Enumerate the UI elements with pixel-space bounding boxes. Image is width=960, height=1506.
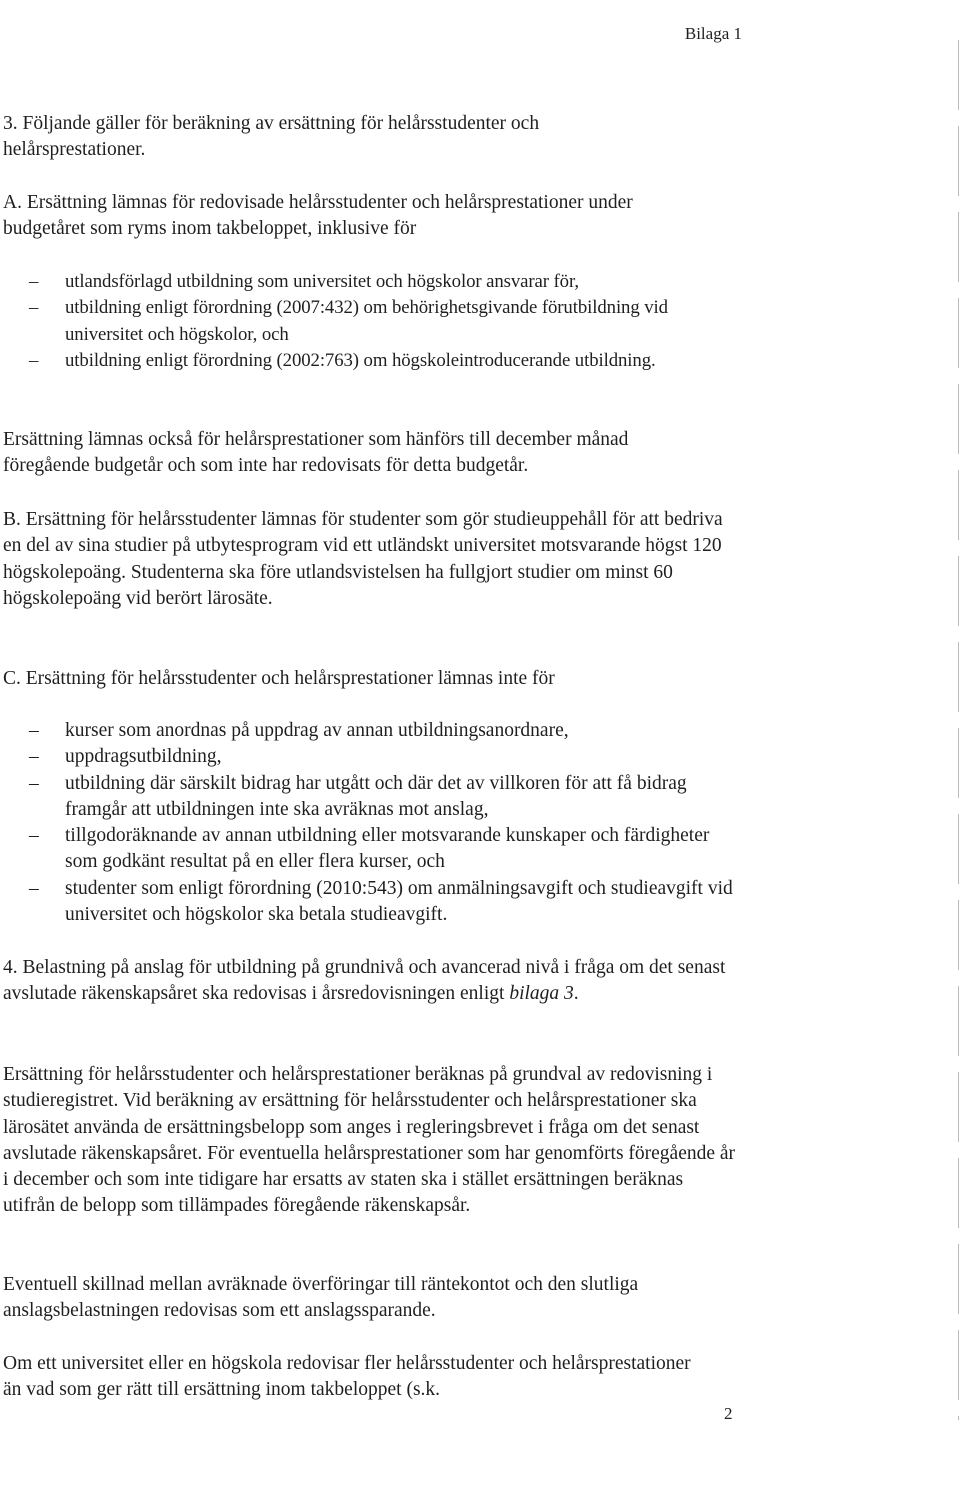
section-4-text: 4. Belastning på anslag för utbildning på grundnivå och avancerad nivå i fråga om det senast avslutade räkenskapsåret ska redovisas i årsredovisningen enligt <box>3 957 726 1005</box>
difference-paragraph: Eventuell skillnad mellan avräknade överföringar till räntekontot och den slutliga anslagsbelastningen redovisas som ett anslagssparande. <box>3 1274 639 1322</box>
appendix-reference: bilaga 3 <box>509 983 574 1005</box>
list-item: – kurser som anordnas på uppdrag av annan utbildningsanordnare, <box>3 718 743 744</box>
part-a-list <box>3 269 723 374</box>
part-a-note: Ersättning lämnas också för helårsprestationer som hänförs till december månad föregående budgetår och som inte har redovisats för detta budgetår. <box>3 429 629 477</box>
compensation-paragraph: Ersättning för helårsstudenter och helårsprestationer beräknas på grundval av redovisning i studieregistret. Vid beräkning av ersättning för helårsstudenter och helårsprestationer ska lärosätet använda de ersättningsbelopp som anges i regleringsbrevet i fråga om det senast avslutade räkenskapsåret. För eventuella helårsprestationer som har genomförts föregående år i december och som inte tidigare har ersatts av staten ska i stället ersättningen beräknas utifrån de belopp som tillämpades föregående räkenskapsår. <box>3 1064 736 1217</box>
excess-paragraph: Om ett universitet eller en högskola redovisar fler helårsstudenter och helårsprestationer än vad som ger rätt till ersättning inom takbeloppet (s.k. <box>3 1353 691 1401</box>
section-4-end: . <box>573 983 579 1005</box>
list-item: – utbildning där särskilt bidrag har utgått och där det av villkoren för att få bidrag framgår att utbildningen inte ska avräknas mot anslag, <box>3 771 743 824</box>
part-c-intro: C. Ersättning för helårsstudenter och helårsprestationer lämnas inte för <box>3 668 555 689</box>
page-number: 2 <box>724 1404 733 1423</box>
appendix-label: Bilaga 1 <box>684 24 742 43</box>
list-item: – uppdragsutbildning, <box>3 744 743 770</box>
part-a-intro: A. Ersättning lämnas för redovisade helårsstudenter och helårsprestationer under budgetåret som ryms inom takbeloppet, inklusive för <box>3 192 633 240</box>
list-item: – utbildning enligt förordning (2007:432) om behörighetsgivande förutbildning vid universitet och högskolor, och <box>3 295 723 348</box>
list-item: – tillgodoräknande av annan utbildning eller motsvarande kunskaper och färdigheter som godkänt resultat på en eller flera kurser, och <box>3 823 743 876</box>
part-c-list <box>3 718 743 928</box>
list-item: – utbildning enligt förordning (2002:763) om högskoleintroducerande utbildning. <box>3 348 723 374</box>
scan-edge-line <box>958 40 959 1420</box>
section-4-paragraph <box>3 955 738 1008</box>
section-3-heading: 3. Följande gäller för beräkning av ersättning för helårsstudenter och helårsprestationer. <box>3 113 540 161</box>
list-item: – studenter som enligt förordning (2010:543) om anmälningsavgift och studieavgift vid universitet och högskolor ska betala studieavgift. <box>3 876 743 929</box>
list-item: – utlandsförlagd utbildning som universitet och högskolor ansvarar för, <box>3 269 723 295</box>
part-b-paragraph: B. Ersättning för helårsstudenter lämnas för studenter som gör studieuppehåll för att bedriva en del av sina studier på utbytesprogram vid ett utländskt universitet motsvarande högst 120 högskolepoäng. Studenterna ska före utlandsvistelsen ha fullgjort studier om minst 60 högskolepoäng vid berört lärosäte. <box>3 509 723 609</box>
